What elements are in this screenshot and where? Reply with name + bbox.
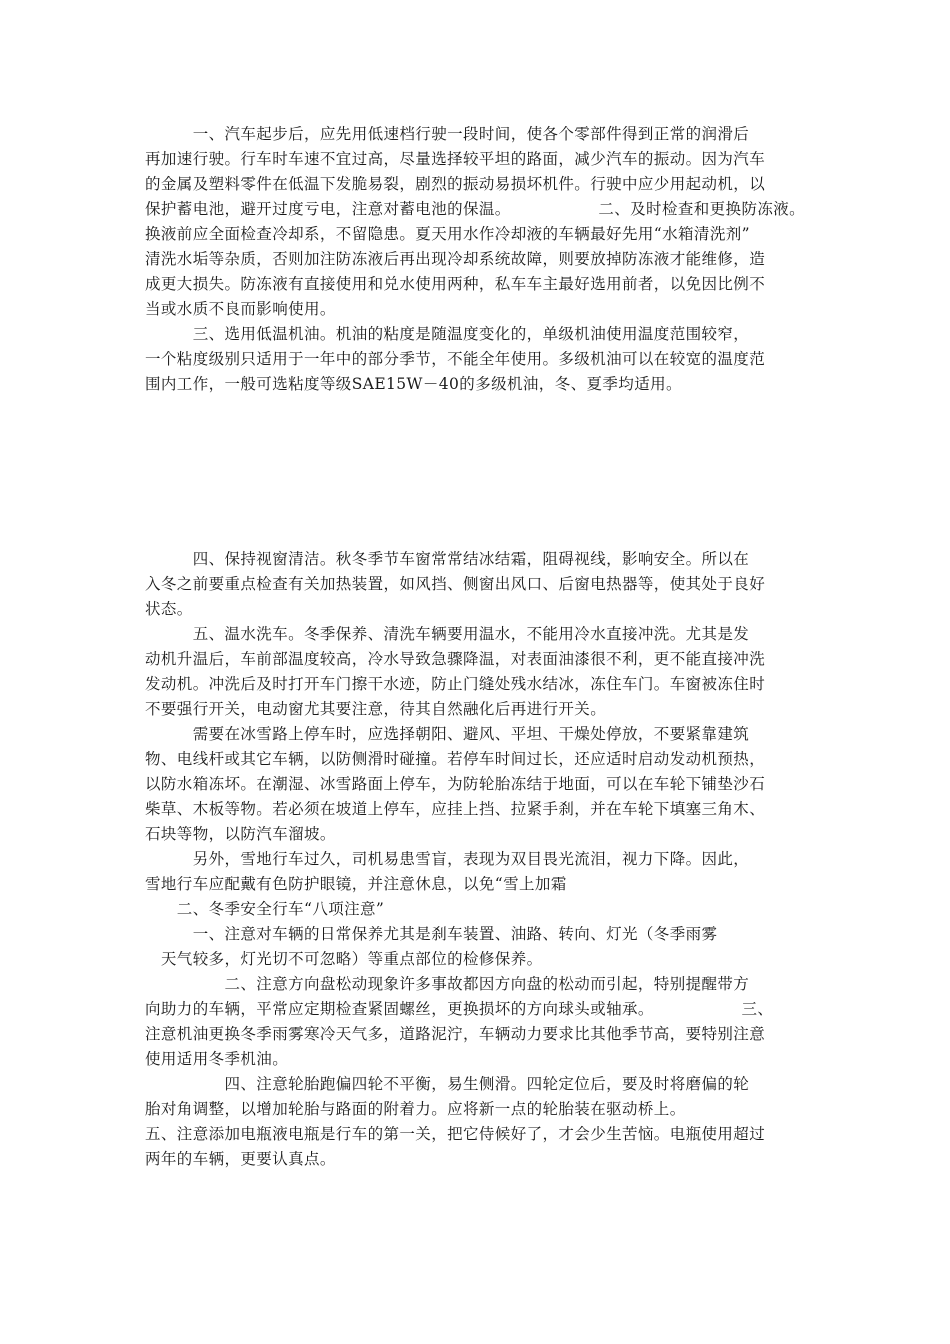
- section-winter-maintenance-part1: [145, 122, 810, 397]
- text-line: 四、保持视窗清洁。秋冬季节车窗常常结冰结霜，阻碍视线，影响安全。所以在: [145, 550, 750, 568]
- text-line: 一个粘度级别只适用于一年中的部分季节，不能全年使用。多级机油可以在较宽的温度范: [145, 350, 766, 368]
- text-line: 成更大损失。防冻液有直接使用和兑水使用两种，私车车主最好选用前者，以免因比例不: [145, 275, 766, 293]
- text-line: 天气较多，灯光切不可忽略）等重点部位的检修保养。: [145, 950, 543, 968]
- text-line: 状态。: [145, 600, 193, 618]
- text-line: 五、温水洗车。冬季保养、清洗车辆要用温水，不能用冷水直接冲洗。尤其是发: [145, 625, 750, 643]
- text-line: 围内工作，一般可选粘度等级SAE15W－40的多级机油，冬、夏季均适用。: [145, 375, 682, 393]
- text-line: 的金属及塑料零件在低温下发脆易裂，剧烈的振动易损坏机件。行驶中应少用起动机，以: [145, 175, 766, 193]
- text-line: 不要强行开关，电动窗尤其要注意，待其自然融化后再进行开关。: [145, 700, 607, 718]
- text-line: 三、选用低温机油。机油的粘度是随温度变化的，单级机油使用温度范围较窄，: [145, 325, 750, 343]
- text-line: 一、注意对车辆的日常保养尤其是刹车装置、油路、转向、灯光（冬季雨雾: [145, 925, 718, 943]
- text-line: 发动机。冲洗后及时打开车门擦干水迹，防止门缝处残水结冰，冻住车门。车窗被冻住时: [145, 675, 766, 693]
- text-line: 二、注意方向盘松动现象许多事故都因方向盘的松动而引起，特别提醒带方: [145, 975, 750, 993]
- text-line: 入冬之前要重点检查有关加热装置，如风挡、侧窗出风口、后窗电热器等，使其处于良好: [145, 575, 766, 593]
- text-line: 以防水箱冻坏。在潮湿、冰雪路面上停车，为防轮胎冻结于地面，可以在车轮下铺垫沙石: [145, 775, 766, 793]
- text-line: 一、汽车起步后，应先用低速档行驶一段时间，使各个零部件得到正常的润滑后: [145, 125, 750, 143]
- text-line: 当或水质不良而影响使用。: [145, 300, 336, 318]
- text-line: 动机升温后，车前部温度较高，冷水导致急骤降温，对表面油漆很不利，更不能直接冲洗: [145, 650, 766, 668]
- text-line: 换液前应全面检查冷却系，不留隐患。夏天用水作冷却液的车辆最好先用“水箱清洗剂”: [145, 225, 750, 243]
- text-line: 向助力的车辆，平常应定期检查紧固螺丝，更换损坏的方向球头或轴承。 三、: [145, 1000, 774, 1018]
- text-line: 两年的车辆，更要认真点。: [145, 1150, 336, 1168]
- text-line: 胎对角调整，以增加轮胎与路面的附着力。应将新一点的轮胎装在驱动桥上。: [145, 1100, 686, 1118]
- text-line: 清洗水垢等杂质，否则加注防冻液后再出现冷却系统故障，则要放掉防冻液才能维修，造: [145, 250, 766, 268]
- text-line: 需要在冰雪路上停车时，应选择朝阳、避风、平坦、干燥处停放，不要紧靠建筑: [145, 725, 750, 743]
- text-line: 五、注意添加电瓶液电瓶是行车的第一关，把它侍候好了，才会少生苦恼。电瓶使用超过: [145, 1125, 766, 1143]
- text-line: 物、电线杆或其它车辆，以防侧滑时碰撞。若停车时间过长，还应适时启动发动机预热，: [145, 750, 766, 768]
- section-heading: 二、冬季安全行车“八项注意”: [145, 900, 385, 918]
- text-line: 另外，雪地行车过久，司机易患雪盲，表现为双目畏光流泪，视力下降。因此，: [145, 850, 750, 868]
- text-line: 注意机油更换冬季雨雾寒冷天气多，道路泥泞，车辆动力要求比其他季节高，要特别注意: [145, 1025, 766, 1043]
- text-line: 保护蓄电池，避开过度亏电，注意对蓄电池的保温。 二、及时检查和更换防冻液。: [145, 200, 806, 218]
- text-line: 石块等物，以防汽车溜坡。: [145, 825, 336, 843]
- section-winter-maintenance-part2: [145, 547, 810, 1172]
- text-line: 再加速行驶。行车时车速不宜过高，尽量选择较平坦的路面，减少汽车的振动。因为汽车: [145, 150, 766, 168]
- text-line: 使用适用冬季机油。: [145, 1050, 289, 1068]
- text-line: 四、注意轮胎跑偏四轮不平衡，易生侧滑。四轮定位后，要及时将磨偏的轮: [145, 1075, 750, 1093]
- text-line: 雪地行车应配戴有色防护眼镜，并注意休息，以免“雪上加霜: [145, 875, 567, 893]
- text-line: 柴草、木板等物。若必须在坡道上停车，应挂上挡、拉紧手刹，并在车轮下填塞三角木、: [145, 800, 766, 818]
